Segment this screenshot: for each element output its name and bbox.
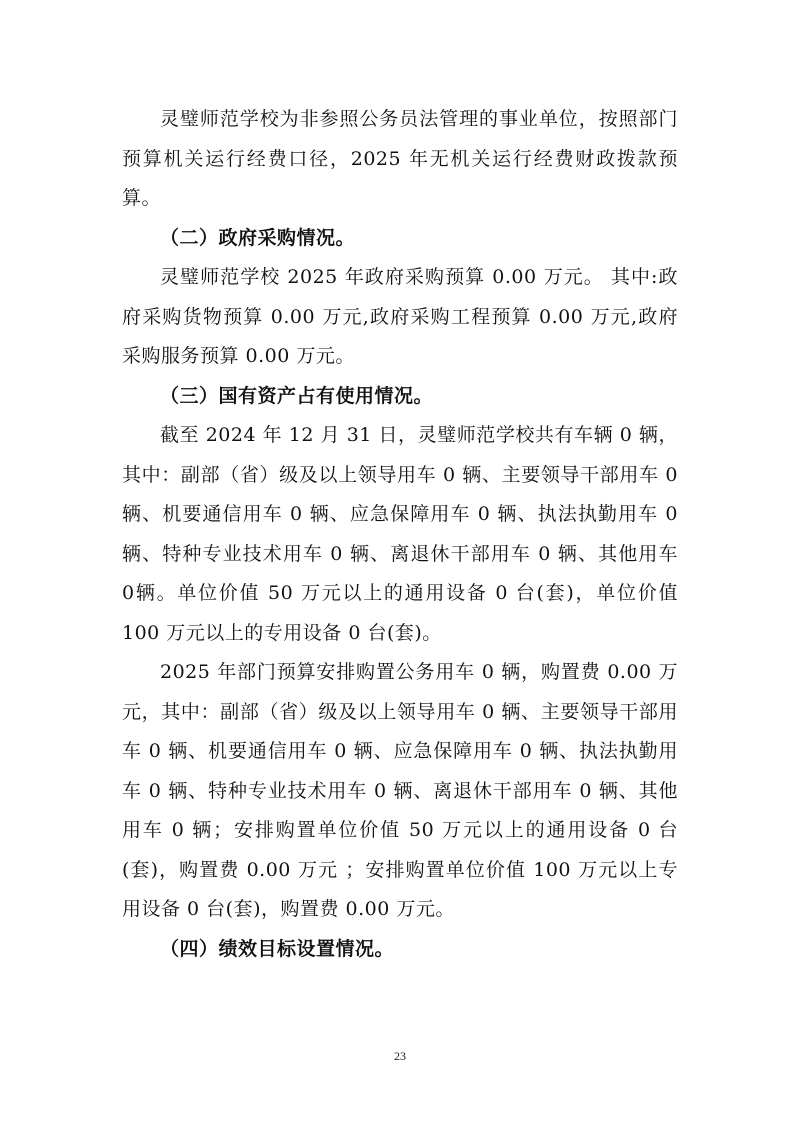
section-heading-state-assets: （三）国有资产占有使用情况。 <box>160 384 434 407</box>
paragraph-vehicle-holdings: 截至 2024 年 12 月 31 日，灵璧师范学校共有车辆 0 辆，其中：副部（省）级及以上领导用车 0 辆、主要领导干部用车 0 辆、机要通信用车 0 辆、应急保障用车 0 辆、执法执勤用车 0 辆、特种专业技术用车 0 辆、离退休干部用车 0 辆、其他用车 0辆。单位价值 50 万元以上的通用设备 0 台(套)，单位价值 100 万元以上的专用设备 0 台(套)。 <box>122 424 678 644</box>
paragraph-government-procurement: 灵璧师范学校 2025 年政府采购预算 0.00 万元。 其中:政府采购货物预算 0.00 万元,政府采购工程预算 0.00 万元,政府采购服务预算 0.00 万元。 <box>122 266 678 367</box>
section-heading-government-procurement: （二）政府采购情况。 <box>160 226 356 249</box>
document-body <box>122 100 678 969</box>
paragraph-operating-expenses: 灵璧师范学校为非参照公务员法管理的事业单位，按照部门预算机关运行经费口径，2025 年无机关运行经费财政拨款预算。 <box>122 108 678 209</box>
paragraph-vehicle-purchase-budget: 2025 年部门预算安排购置公务用车 0 辆，购置费 0.00 万元，其中：副部（省）级及以上领导用车 0 辆、主要领导干部用车 0 辆、机要通信用车 0 辆、应急保障用车 0 辆、执法执勤用车 0 辆、特种专业技术用车 0 辆、离退休干部用车 0 辆、其他用车 0 辆；安排购置单位价值 50 万元以上的通用设备 0 台(套)，购置费 0.00 万元 ；安排购置单位价值 100 万元以上专用设备 0 台(套)，购置费 0.00 万元。 <box>122 661 678 920</box>
section-heading-performance-targets: （四）绩效目标设置情况。 <box>160 937 395 960</box>
page-number: 23 <box>394 1049 406 1063</box>
